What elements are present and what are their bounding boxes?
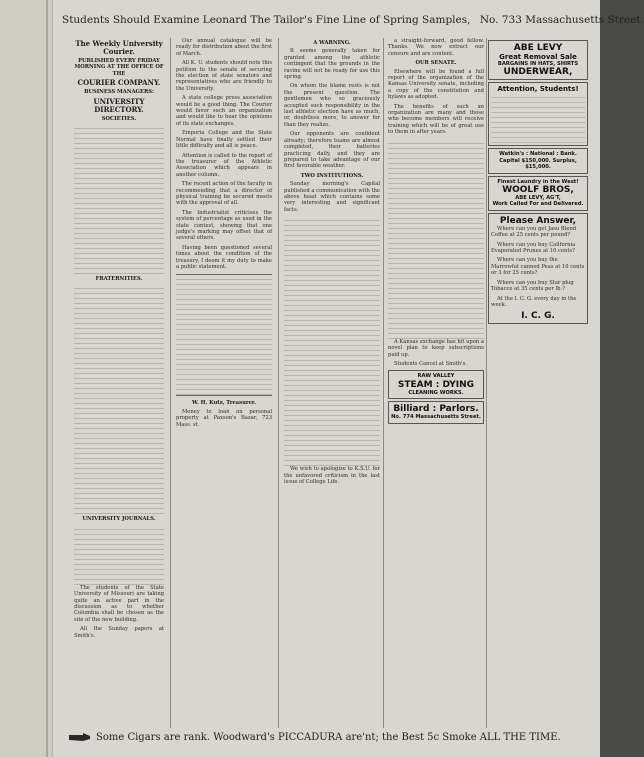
header-address: No. 733 Massachusetts Street. bbox=[479, 14, 644, 26]
article-paragraph: Attention is called to the report of the treasurer of the Athletic Association which appears in another column. bbox=[176, 152, 272, 178]
masthead: The Weekly University Courier. bbox=[75, 39, 163, 56]
bargains-line: BARGAINS IN HATS, SHIRTS bbox=[497, 61, 579, 67]
article-paragraph: It seems generally taken for granted among the athletic contingent that the grounds in the ravine will not be ready for use this spring. bbox=[284, 48, 380, 81]
societies-heading: SOCIETIES. bbox=[101, 115, 137, 122]
abe-title: ABE LEVY bbox=[513, 43, 563, 53]
agent-line: ABE LEVY, AG'T, bbox=[515, 195, 561, 202]
abe-levy-ad bbox=[488, 40, 588, 80]
article-paragraph: Our opponents are confident already; therefore teams are almost completed, their batteries practicing daily, and they are prepared to take advantage of our first favorable weather. bbox=[284, 131, 380, 170]
please-answer-ad bbox=[488, 213, 588, 324]
laundry-title: Finest Laundry in the West! bbox=[497, 178, 579, 185]
steam-dying-ad bbox=[388, 370, 484, 399]
bank-capital: Capital $150,000. Surplus, $15,000. bbox=[499, 157, 577, 171]
article-paragraph: Students Cancel at Smith's. bbox=[394, 360, 467, 367]
directory-listing bbox=[74, 124, 164, 274]
article-paragraph: The students of the State University of Missouri are taking quite an active part in the discussion as to whether Columbia shall be chosen as the site of the new building. bbox=[74, 584, 164, 623]
work-line: Work Called For and Delivered. bbox=[492, 201, 584, 208]
column-ads bbox=[488, 38, 588, 728]
article-paragraph: Money to loan on personal property at Paxson's Bazar, 723 Mass. st. bbox=[176, 408, 272, 428]
article-paragraph: Emporia College and the State Normal have finally settled their little difficulty and all is peace. bbox=[176, 130, 272, 150]
treasurer-report-table bbox=[176, 274, 272, 396]
article-paragraph: On whom the blame rests is not the present question. The gentlemen who so graciously accepted such responsibility in the last athletic election have as much, or, doubtless more, to answer for than they realize. bbox=[284, 83, 380, 128]
answer-title: Please Answer, bbox=[499, 215, 577, 226]
bank-title: Watkin's : National : Bank. bbox=[499, 151, 577, 158]
journals-listing bbox=[74, 525, 164, 585]
article-paragraph: All K. U. students should note this petition to the senate of securing the election of state senators and representatives who are friendly to the University. bbox=[176, 60, 272, 92]
footer-text: Some Cigars are rank. Woodward's PICCADURA are'nt; the Best 5c Smoke ALL THE TIME. bbox=[96, 732, 561, 743]
article-paragraph: A Kansas exchange has hit upon a novel plan to keep subscriptions paid up. bbox=[388, 338, 484, 358]
article-paragraph: We wish to apologize to K.S.U. for the unfavored criticism in the last issue of College Life. bbox=[284, 466, 380, 485]
published-line: PUBLISHED EVERY FRIDAY MORNING AT THE OFFICE OF THE bbox=[74, 58, 164, 77]
article-body bbox=[284, 216, 380, 466]
removal-sale: Great Removal Sale bbox=[499, 53, 577, 61]
attention-ad bbox=[488, 82, 588, 146]
fraternities-heading: FRATERNITIES. bbox=[95, 276, 143, 283]
article-paragraph: All the Sunday papers at Smith's. bbox=[74, 626, 164, 639]
laundry-ad bbox=[488, 176, 588, 211]
journals-heading: UNIVERSITY JOURNALS. bbox=[82, 516, 156, 523]
header-text: Students Should Examine Leonard The Tailor's Fine Line of Spring Samples, bbox=[62, 14, 471, 26]
question: Where can you buy the Marrowfat canned Peas at 10 cents or 3 for 25 cents? bbox=[491, 257, 585, 277]
column-rule bbox=[383, 38, 384, 728]
question: Where can you buy California Evaporated Prunes at 10 cents? bbox=[491, 241, 576, 255]
article-paragraph: A state college press association would be a good thing. The Courier would favor such an organization and would like to hear the opinions of its state exchanges. bbox=[176, 95, 272, 127]
article-paragraph: Having been questioned several times about the condition of the treasury, I deem it my duty to make a public statement. bbox=[176, 244, 272, 270]
article-paragraph: Elsewhere will be found a full report of the organization of the Kansas University senate, including a copy of the constitution and bylaws as adopted. bbox=[388, 68, 484, 101]
institutions-heading: TWO INSTITUTIONS. bbox=[300, 172, 364, 179]
billiard-address: No. 774 Massachusetts Street. bbox=[391, 414, 481, 421]
column-articles bbox=[284, 38, 380, 728]
gutter-line bbox=[46, 0, 48, 757]
column-masthead bbox=[74, 38, 164, 728]
page-footer bbox=[62, 732, 592, 746]
woolf-bros: WOOLF BROS, bbox=[502, 185, 574, 196]
billiard-title: Billiard : Parlors. bbox=[393, 404, 479, 415]
question: At the I. C. G. every day in the week. bbox=[491, 295, 577, 308]
warning-heading: A WARNING. bbox=[313, 40, 351, 46]
page-header bbox=[62, 14, 644, 30]
ad-body bbox=[491, 93, 585, 143]
managers-heading: BUSINESS MANAGERS: bbox=[84, 89, 154, 96]
article-paragraph: The Industrialist criticises the system of percentage as used in the state contest, showing that one judge's marking may offset that of several others. bbox=[176, 209, 272, 242]
column-rule bbox=[486, 38, 487, 728]
directory-heading: UNIVERSITY DIRECTORY. bbox=[93, 96, 145, 114]
article-paragraph: The benefits of such an organization are many and those who become members will receive training which will be of great use to them in after years. bbox=[388, 103, 484, 136]
ad-title: STEAM : DYING bbox=[397, 379, 475, 390]
article-paragraph: The recent action of the faculty in recommending that a director of physical training be secured meets with the approval of all. bbox=[176, 181, 272, 207]
binding-gutter bbox=[0, 0, 53, 757]
article-paragraph: Sunday morning's Capital published a communication with the above head which contains some very interesting and significant facts. bbox=[284, 181, 380, 213]
fraternities-listing bbox=[74, 284, 164, 514]
paper-name: COURIER COMPANY. bbox=[77, 78, 161, 88]
attention-title: Attention, Students! bbox=[497, 85, 579, 94]
underwear-line: UNDERWEAR, bbox=[503, 67, 573, 78]
article-paragraph: Our annual catalogue will be ready for distribution about the first of March. bbox=[176, 38, 272, 57]
ad-top: RAW VALLEY bbox=[417, 373, 455, 380]
question: Where can you get Jasu Blend Coffee at 25 cents per pound? bbox=[491, 225, 577, 239]
article-paragraph: a straight-forward, good fellow. Thanks. We now extract our censure and are content. bbox=[388, 38, 484, 57]
column-senate bbox=[388, 38, 484, 728]
senate-heading: OUR SENATE. bbox=[415, 60, 457, 67]
question: Where can you buy Star plug Tobacco at 35 cents per lb.? bbox=[491, 279, 574, 293]
article-body bbox=[388, 139, 484, 339]
column-rule bbox=[170, 38, 171, 728]
column-rule bbox=[278, 38, 279, 728]
bank-ad bbox=[488, 148, 588, 173]
icg-title: I. C. G. bbox=[521, 311, 555, 322]
column-editorial bbox=[176, 38, 272, 728]
billiard-ad bbox=[388, 401, 484, 423]
treasurer-signature: W. H. Kutz, Treasurer. bbox=[192, 400, 256, 407]
ad-subtitle: CLEANING WORKS. bbox=[408, 389, 464, 396]
